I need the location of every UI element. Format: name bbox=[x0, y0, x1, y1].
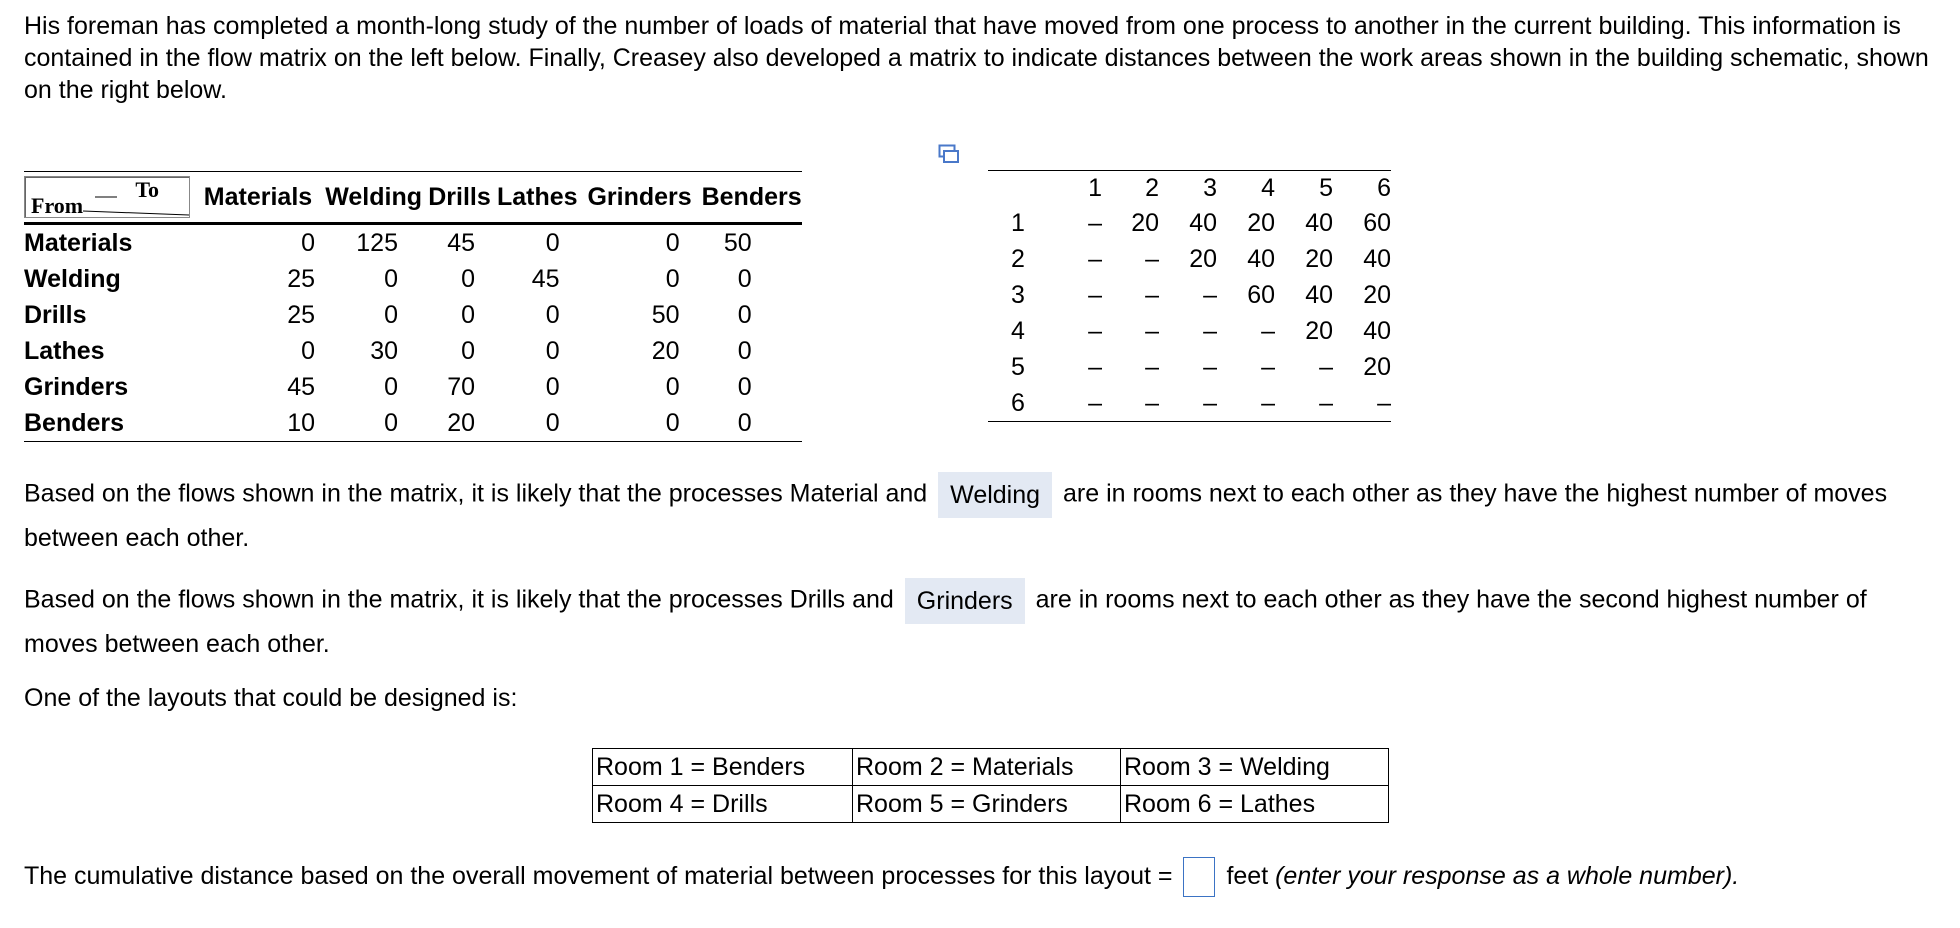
flow-cell: 45 bbox=[447, 228, 475, 257]
dist-row-label: 1 bbox=[1011, 208, 1025, 237]
col-header: Lathes bbox=[497, 182, 578, 211]
flow-cell: 70 bbox=[447, 372, 475, 401]
dist-row-label: 5 bbox=[1011, 352, 1025, 381]
dist-cell: – bbox=[1145, 316, 1159, 345]
dist-cell: – bbox=[1319, 352, 1333, 381]
copy-icon[interactable] bbox=[938, 144, 960, 164]
layout-cell: Room 3 = Welding bbox=[1121, 749, 1389, 786]
dist-cell: – bbox=[1145, 244, 1159, 273]
dist-header-row bbox=[988, 171, 1391, 206]
q2-answer-dropdown[interactable]: Grinders bbox=[905, 578, 1025, 624]
dist-cell: 40 bbox=[1305, 280, 1333, 309]
col-header: Drills bbox=[428, 182, 491, 211]
dist-cell: – bbox=[1203, 388, 1217, 417]
dist-row bbox=[988, 349, 1391, 385]
question-2 bbox=[24, 578, 1936, 664]
dist-cell: – bbox=[1261, 388, 1275, 417]
flow-cell: 0 bbox=[665, 228, 680, 257]
flow-cell: 30 bbox=[370, 336, 398, 365]
q1-text-before: Based on the flows shown in the matrix, it is likely that the processes Material and bbox=[24, 479, 928, 508]
dist-cell: – bbox=[1145, 280, 1159, 309]
flow-cell: 0 bbox=[384, 264, 398, 293]
flow-cell: 0 bbox=[545, 300, 560, 329]
dist-row bbox=[988, 385, 1391, 422]
flow-cell: 0 bbox=[665, 372, 680, 401]
from-label: From bbox=[31, 193, 84, 218]
dist-cell: 20 bbox=[1247, 208, 1275, 237]
flow-cell: 0 bbox=[384, 408, 398, 437]
dist-cell: – bbox=[1377, 388, 1391, 417]
flow-cell: 0 bbox=[737, 408, 752, 437]
flow-row bbox=[24, 261, 802, 297]
dist-row-label: 3 bbox=[1011, 280, 1025, 309]
dist-cell: 20 bbox=[1131, 208, 1159, 237]
dist-cell: – bbox=[1261, 316, 1275, 345]
dist-cell: – bbox=[1319, 388, 1333, 417]
layout-cell: Room 4 = Drills bbox=[593, 786, 853, 823]
flow-cell: 0 bbox=[545, 228, 560, 257]
final-text-before: The cumulative distance based on the overall movement of material between processes for this layout = bbox=[24, 862, 1173, 890]
flow-cell: 25 bbox=[287, 300, 315, 329]
flow-header-row bbox=[24, 172, 802, 224]
flow-cell: 0 bbox=[461, 336, 475, 365]
dist-cell: 40 bbox=[1305, 208, 1333, 237]
to-label: To bbox=[135, 177, 159, 202]
flow-cell: 10 bbox=[287, 408, 315, 437]
dist-cell: 40 bbox=[1247, 244, 1275, 273]
q1-text-after: are in rooms next to each other as they have the highest number of moves between each other. bbox=[24, 479, 1888, 552]
flow-cell: 0 bbox=[301, 228, 315, 257]
dist-cell: – bbox=[1088, 352, 1102, 381]
flow-row bbox=[24, 405, 802, 442]
flow-cell: 20 bbox=[651, 336, 680, 365]
flow-cell: 0 bbox=[461, 300, 475, 329]
dist-cell: – bbox=[1203, 280, 1217, 309]
flow-matrix-table bbox=[24, 171, 802, 442]
dist-row bbox=[988, 241, 1391, 277]
flow-row-label: Grinders bbox=[24, 372, 129, 401]
dist-cell: – bbox=[1145, 352, 1159, 381]
dist-cell: – bbox=[1145, 388, 1159, 417]
dist-cell: 20 bbox=[1305, 244, 1333, 273]
distance-answer-input[interactable] bbox=[1183, 857, 1215, 897]
flow-cell: 50 bbox=[651, 300, 680, 329]
flow-cell: 0 bbox=[545, 372, 560, 401]
dist-cell: 20 bbox=[1189, 244, 1217, 273]
col-header: Welding bbox=[325, 182, 422, 211]
final-unit: feet bbox=[1226, 862, 1269, 890]
flow-row-label: Lathes bbox=[24, 336, 105, 365]
flow-row bbox=[24, 333, 802, 369]
dist-row-label: 4 bbox=[1011, 316, 1025, 345]
flow-cell: 0 bbox=[461, 264, 475, 293]
flow-row bbox=[24, 224, 802, 262]
dist-cell: 40 bbox=[1189, 208, 1217, 237]
flow-cell: 0 bbox=[737, 372, 752, 401]
dist-cell: – bbox=[1203, 316, 1217, 345]
dist-cell: – bbox=[1261, 352, 1275, 381]
flow-row bbox=[24, 297, 802, 333]
col-header: Grinders bbox=[587, 182, 692, 211]
dist-cell: – bbox=[1088, 244, 1102, 273]
dist-col-header: 3 bbox=[1203, 173, 1217, 202]
q1-answer-dropdown[interactable]: Welding bbox=[938, 472, 1052, 518]
flow-cell: 0 bbox=[665, 408, 680, 437]
dist-cell: 60 bbox=[1363, 208, 1391, 237]
flow-cell: 0 bbox=[301, 336, 315, 365]
dist-row-label: 2 bbox=[1011, 244, 1025, 273]
layout-cell: Room 2 = Materials bbox=[853, 749, 1121, 786]
flow-cell: 50 bbox=[723, 228, 752, 257]
dist-cell: 20 bbox=[1363, 352, 1391, 381]
dist-col-header: 4 bbox=[1261, 173, 1275, 202]
dist-row bbox=[988, 205, 1391, 241]
from-to-corner bbox=[24, 172, 193, 224]
flow-cell: 0 bbox=[384, 300, 398, 329]
dist-cell: 20 bbox=[1305, 316, 1333, 345]
dist-col-header: 5 bbox=[1319, 173, 1333, 202]
dist-cell: – bbox=[1088, 388, 1102, 417]
flow-cell: 0 bbox=[737, 300, 752, 329]
flow-row-label: Drills bbox=[24, 300, 87, 329]
dist-cell: 20 bbox=[1363, 280, 1391, 309]
q2-text-before: Based on the flows shown in the matrix, it is likely that the processes Drills and bbox=[24, 585, 894, 614]
flow-cell: 25 bbox=[287, 264, 315, 293]
intro-paragraph: His foreman has completed a month-long study of the number of loads of material that have moved from one process to another in the current building. This information is contained in the flow matrix on the left below. Finally, Creasey also developed a matrix to indicate distances between the work areas shown in the building schematic, shown on the right below. bbox=[24, 12, 1929, 104]
layout-row bbox=[593, 749, 1389, 786]
col-header: Benders bbox=[701, 182, 802, 211]
flow-cell: 45 bbox=[287, 372, 315, 401]
q2-text-after: are in rooms next to each other as they have the second highest number of moves between each other. bbox=[24, 585, 1867, 658]
flow-cell: 0 bbox=[737, 336, 752, 365]
dist-cell: – bbox=[1088, 316, 1102, 345]
layout-row bbox=[593, 786, 1389, 823]
col-header: Materials bbox=[203, 182, 313, 211]
dist-cell: – bbox=[1088, 280, 1102, 309]
flow-row bbox=[24, 369, 802, 405]
dist-cell: 60 bbox=[1247, 280, 1275, 309]
dist-cell: – bbox=[1088, 208, 1102, 237]
flow-cell: 0 bbox=[545, 408, 560, 437]
dist-cell: 40 bbox=[1363, 244, 1391, 273]
layout-intro: One of the layouts that could be designed is: bbox=[24, 684, 518, 712]
flow-cell: 125 bbox=[356, 228, 398, 257]
dist-cell: – bbox=[1203, 352, 1217, 381]
dist-cell: 40 bbox=[1363, 316, 1391, 345]
dist-row-label: 6 bbox=[1011, 388, 1025, 417]
flow-cell: 45 bbox=[531, 264, 560, 293]
layout-cell: Room 5 = Grinders bbox=[853, 786, 1121, 823]
flow-cell: 20 bbox=[447, 408, 475, 437]
layout-cell: Room 1 = Benders bbox=[593, 749, 853, 786]
dist-corner bbox=[988, 171, 1048, 206]
dist-col-header: 6 bbox=[1377, 173, 1391, 202]
question-1 bbox=[24, 472, 1936, 558]
final-hint: (enter your response as a whole number). bbox=[1275, 862, 1740, 890]
distance-matrix-table bbox=[988, 170, 1391, 422]
flow-cell: 0 bbox=[384, 372, 398, 401]
flow-row-label: Materials bbox=[24, 228, 133, 257]
dist-row bbox=[988, 277, 1391, 313]
final-question bbox=[24, 856, 1936, 897]
flow-row-label: Benders bbox=[24, 408, 125, 437]
flow-cell: 0 bbox=[737, 264, 752, 293]
dist-col-header: 2 bbox=[1145, 173, 1159, 202]
dist-col-header: 1 bbox=[1088, 173, 1102, 202]
flow-cell: 0 bbox=[545, 336, 560, 365]
layout-table bbox=[592, 748, 1389, 823]
flow-row-label: Welding bbox=[24, 264, 121, 293]
dist-row bbox=[988, 313, 1391, 349]
layout-cell: Room 6 = Lathes bbox=[1121, 786, 1389, 823]
flow-cell: 0 bbox=[665, 264, 680, 293]
